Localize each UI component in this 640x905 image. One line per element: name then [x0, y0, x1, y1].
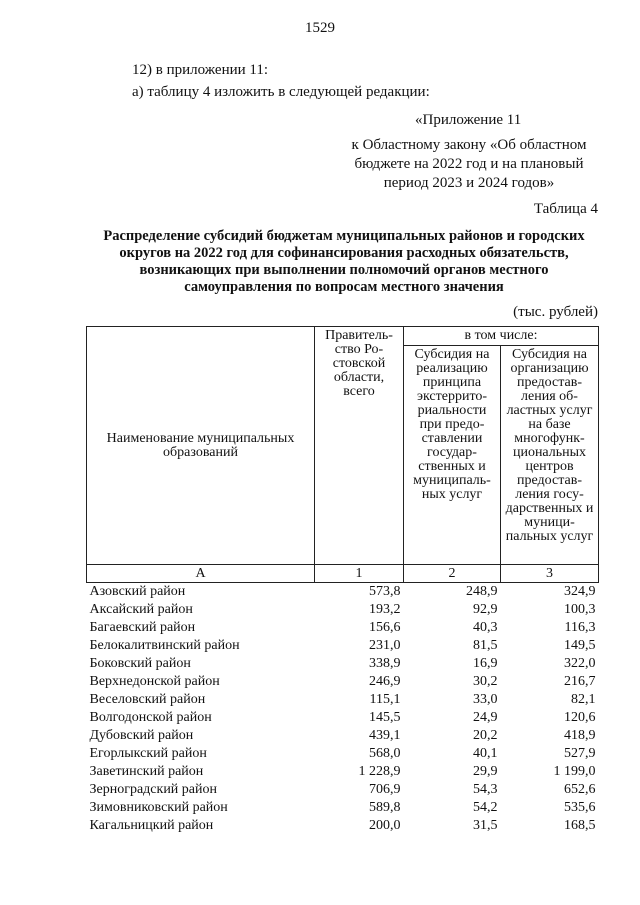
appendix-title: «Приложение 11 — [415, 112, 522, 128]
row-name: Зимовниковский район — [89, 800, 228, 815]
page-number: 1529 — [305, 20, 335, 36]
row-name: Верхнедонской район — [89, 674, 220, 689]
table-row — [87, 637, 599, 655]
header-num-3: 3 — [501, 565, 599, 583]
table-row — [87, 601, 599, 619]
row-total: 1 228,9 — [358, 764, 401, 779]
table-row — [87, 619, 599, 637]
table-row — [87, 673, 599, 691]
row-col3: 116,3 — [564, 620, 596, 635]
table-row — [87, 799, 599, 817]
row-total: 145,5 — [369, 710, 401, 725]
row-total: 246,9 — [369, 674, 401, 689]
table-title-line-2: округов на 2022 год для софинансирования расходных обязательств, — [119, 245, 569, 261]
units-label: (тыс. рублей) — [513, 304, 598, 320]
row-total: 231,0 — [369, 638, 401, 653]
row-total: 193,2 — [369, 602, 401, 617]
row-name: Кагальницкий район — [89, 818, 214, 833]
row-col2: 24,9 — [473, 710, 498, 725]
row-name: Багаевский район — [89, 620, 196, 635]
table-title-line-1: Распределение субсидий бюджетам муниципальных районов и городских — [103, 228, 585, 244]
table-row — [87, 583, 599, 602]
header-total: Правитель-ство Ро-стовской области, всего — [315, 327, 404, 565]
row-name: Дубовский район — [89, 728, 194, 743]
table-row — [87, 691, 599, 709]
row-name: Волгодонской район — [89, 710, 212, 725]
row-total: 338,9 — [369, 656, 401, 671]
row-col3: 322,0 — [564, 656, 596, 671]
intro-subitem: а) таблицу 4 изложить в следующей редакции: — [132, 84, 430, 100]
table-title — [88, 228, 600, 296]
appendix-line-2: бюджете на 2022 год и на плановый — [354, 156, 584, 172]
table-title-line-4: самоуправления по вопросам местного значения — [184, 279, 504, 295]
subsidy-table — [86, 326, 599, 835]
row-col3: 120,6 — [564, 710, 596, 725]
row-col3: 418,9 — [564, 728, 596, 743]
table-row — [87, 763, 599, 781]
row-total: 589,8 — [369, 800, 401, 815]
header-name: Наименование муниципальных образований — [87, 327, 315, 565]
row-name: Боковский район — [89, 656, 191, 671]
row-name: Веселовский район — [89, 692, 206, 707]
row-col3: 100,3 — [564, 602, 596, 617]
row-col2: 30,2 — [473, 674, 498, 689]
row-total: 156,6 — [369, 620, 401, 635]
table-row — [87, 727, 599, 745]
table-body — [87, 583, 599, 836]
row-col3: 535,6 — [564, 800, 596, 815]
table-row — [87, 655, 599, 673]
appendix-line-1: к Областному закону «Об областном — [351, 137, 587, 153]
row-name: Зерноградский район — [89, 782, 217, 797]
table-row — [87, 817, 599, 835]
row-total: 568,0 — [369, 746, 401, 761]
header-num-1: 1 — [315, 565, 404, 583]
row-name: Белокалитвинский район — [89, 638, 240, 653]
row-col2: 33,0 — [473, 692, 498, 707]
table-row — [87, 781, 599, 799]
header-letter-a: А — [87, 565, 315, 583]
row-col3: 324,9 — [564, 584, 596, 599]
row-col3: 168,5 — [564, 818, 596, 833]
table-row — [87, 709, 599, 727]
row-name: Егорлыкский район — [89, 746, 207, 761]
row-name: Азовский район — [89, 584, 186, 599]
appendix-line-3: период 2023 и 2024 годов» — [383, 175, 555, 191]
row-col2: 40,3 — [473, 620, 498, 635]
row-col3: 82,1 — [571, 692, 596, 707]
row-name: Заветинский район — [89, 764, 204, 779]
row-col2: 248,9 — [466, 584, 498, 599]
table-label: Таблица 4 — [533, 201, 598, 217]
row-total: 439,1 — [369, 728, 401, 743]
row-name: Аксайский район — [89, 602, 193, 617]
row-total: 200,0 — [369, 818, 401, 833]
row-col2: 81,5 — [473, 638, 498, 653]
header-including: в том числе: — [404, 327, 599, 346]
header-num-2: 2 — [404, 565, 501, 583]
row-total: 573,8 — [369, 584, 401, 599]
row-col2: 54,3 — [473, 782, 498, 797]
row-col3: 216,7 — [564, 674, 596, 689]
row-col2: 40,1 — [473, 746, 498, 761]
row-col2: 20,2 — [473, 728, 498, 743]
row-col2: 31,5 — [473, 818, 498, 833]
row-col2: 92,9 — [473, 602, 498, 617]
appendix-reference — [342, 136, 596, 193]
row-col2: 29,9 — [473, 764, 498, 779]
row-col2: 54,2 — [473, 800, 498, 815]
row-col2: 16,9 — [473, 656, 498, 671]
row-col3: 1 199,0 — [553, 764, 596, 779]
row-total: 706,9 — [369, 782, 401, 797]
row-col3: 527,9 — [564, 746, 596, 761]
row-col3: 149,5 — [564, 638, 596, 653]
header-col2: Субсидия на реализацию принципа экстеррито-риальности при предо-ставлении государ-ственных и муниципаль-ных услуг — [404, 346, 501, 565]
table-row — [87, 745, 599, 763]
header-col3: Субсидия на организацию предостав-ления об-ластных услуг на базе многофунк-циональных центров предостав-ления госу-дарственных и муници-пальных услуг — [501, 346, 599, 565]
row-col3: 652,6 — [564, 782, 596, 797]
row-total: 115,1 — [369, 692, 401, 707]
table-title-line-3: возникающих при выполнении полномочий органов местного — [139, 262, 549, 278]
intro-item: 12) в приложении 11: — [132, 62, 269, 78]
